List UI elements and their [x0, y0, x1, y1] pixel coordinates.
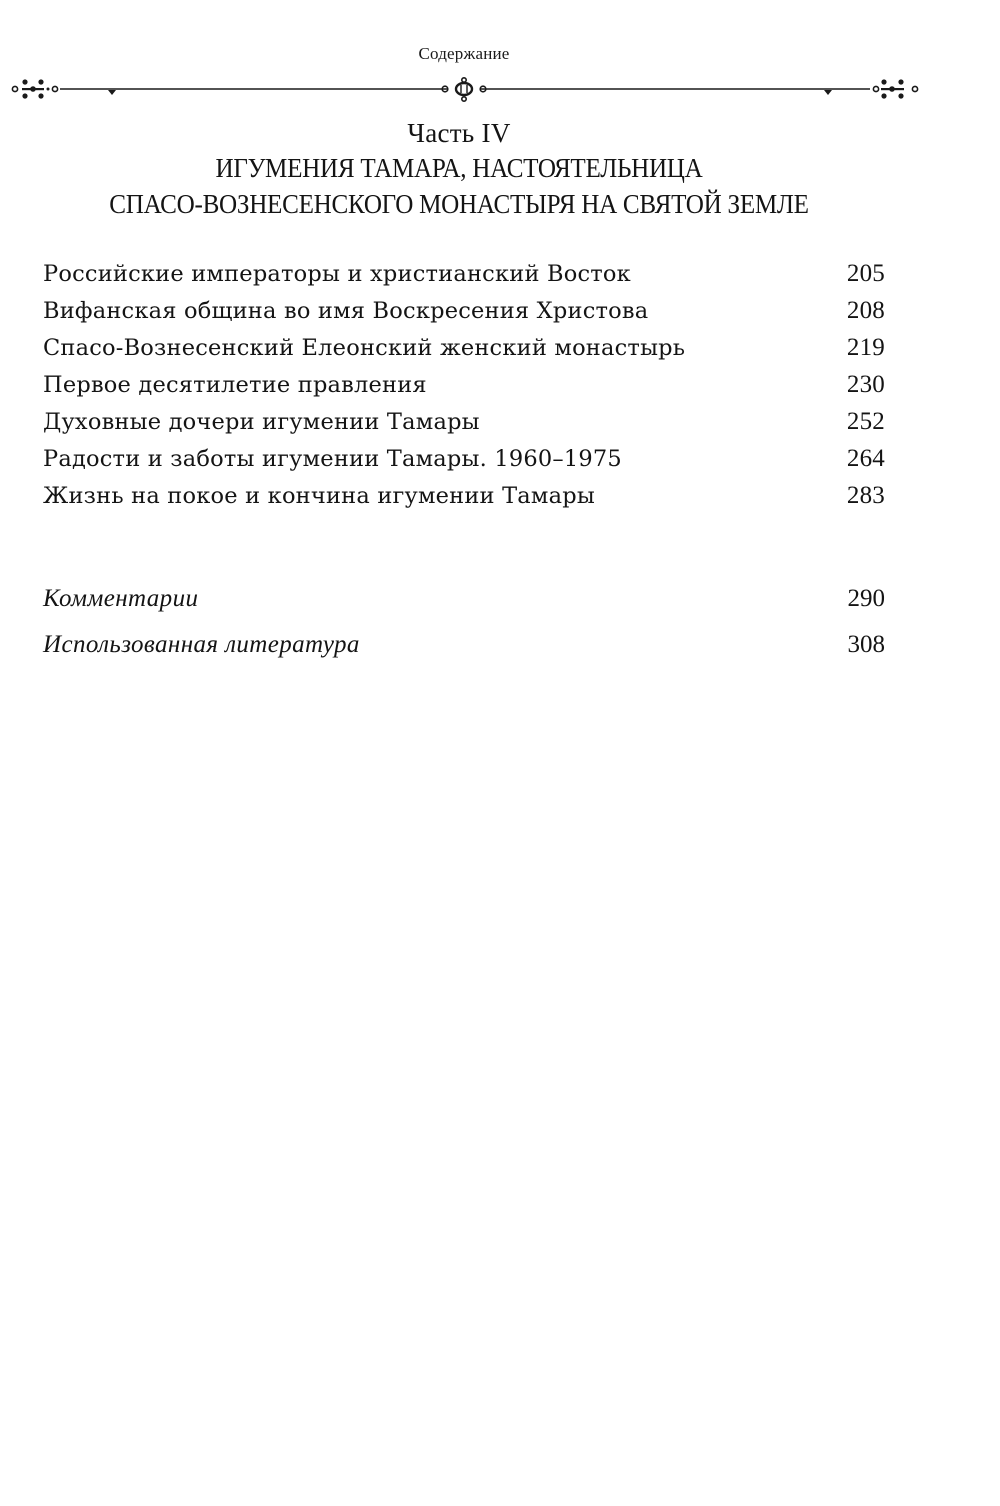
toc-entry-page: 219: [846, 334, 885, 361]
toc-entry-title: Спасо-Вознесенский Елеонский женский монастырь: [43, 335, 686, 361]
part-title-line-2: СПАСО-ВОЗНЕСЕНСКОГО МОНАСТЫРЯ НА СВЯТОЙ ЗЕМЛЕ: [109, 189, 809, 219]
toc-entry[interactable]: [43, 445, 885, 482]
toc-entry-title: Радости и заботы игумении Тамары. 1960–1975: [43, 446, 622, 472]
toc-entry-page: 290: [847, 585, 885, 612]
toc-entry-page: 252: [846, 408, 885, 435]
toc-entry[interactable]: [43, 260, 885, 297]
toc-entry-title: Вифанская община во имя Воскресения Христова: [43, 298, 649, 324]
toc-entry[interactable]: [43, 297, 885, 334]
toc-entry[interactable]: [43, 371, 885, 408]
toc-entry-comments[interactable]: [43, 585, 885, 631]
toc-entry-page: 205: [846, 260, 885, 287]
toc-entry-bibliography[interactable]: [43, 631, 885, 677]
toc-entry-page: 308: [847, 631, 885, 658]
toc-entry[interactable]: [43, 334, 885, 371]
toc-entry-title: Комментарии: [43, 585, 199, 612]
toc-entry-title: Духовные дочери игумении Тамары: [43, 409, 480, 435]
toc-entry[interactable]: [43, 482, 885, 519]
decorative-rule-icon: [8, 76, 920, 104]
back-matter-list: [43, 585, 885, 677]
running-head: Содержание: [418, 44, 510, 63]
toc-entry-title: Российские императоры и христианский Восток: [43, 261, 631, 287]
toc-entry-page: 264: [846, 445, 885, 472]
part-heading: [0, 116, 918, 222]
part-title-line-1: ИГУМЕНИЯ ТАМАРА, НАСТОЯТЕЛЬНИЦА: [215, 153, 703, 183]
toc-entry-title: Использованная литература: [43, 631, 360, 658]
table-of-contents: [43, 260, 885, 519]
toc-entry-title: Первое десятилетие правления: [43, 372, 427, 398]
toc-entry-page: 208: [846, 297, 885, 324]
toc-entry-title: Жизнь на покое и кончина игумении Тамары: [43, 483, 595, 509]
toc-entry[interactable]: [43, 408, 885, 445]
toc-entry-page: 283: [846, 482, 885, 509]
toc-entry-page: 230: [846, 371, 885, 398]
part-label: Часть IV: [407, 118, 511, 148]
